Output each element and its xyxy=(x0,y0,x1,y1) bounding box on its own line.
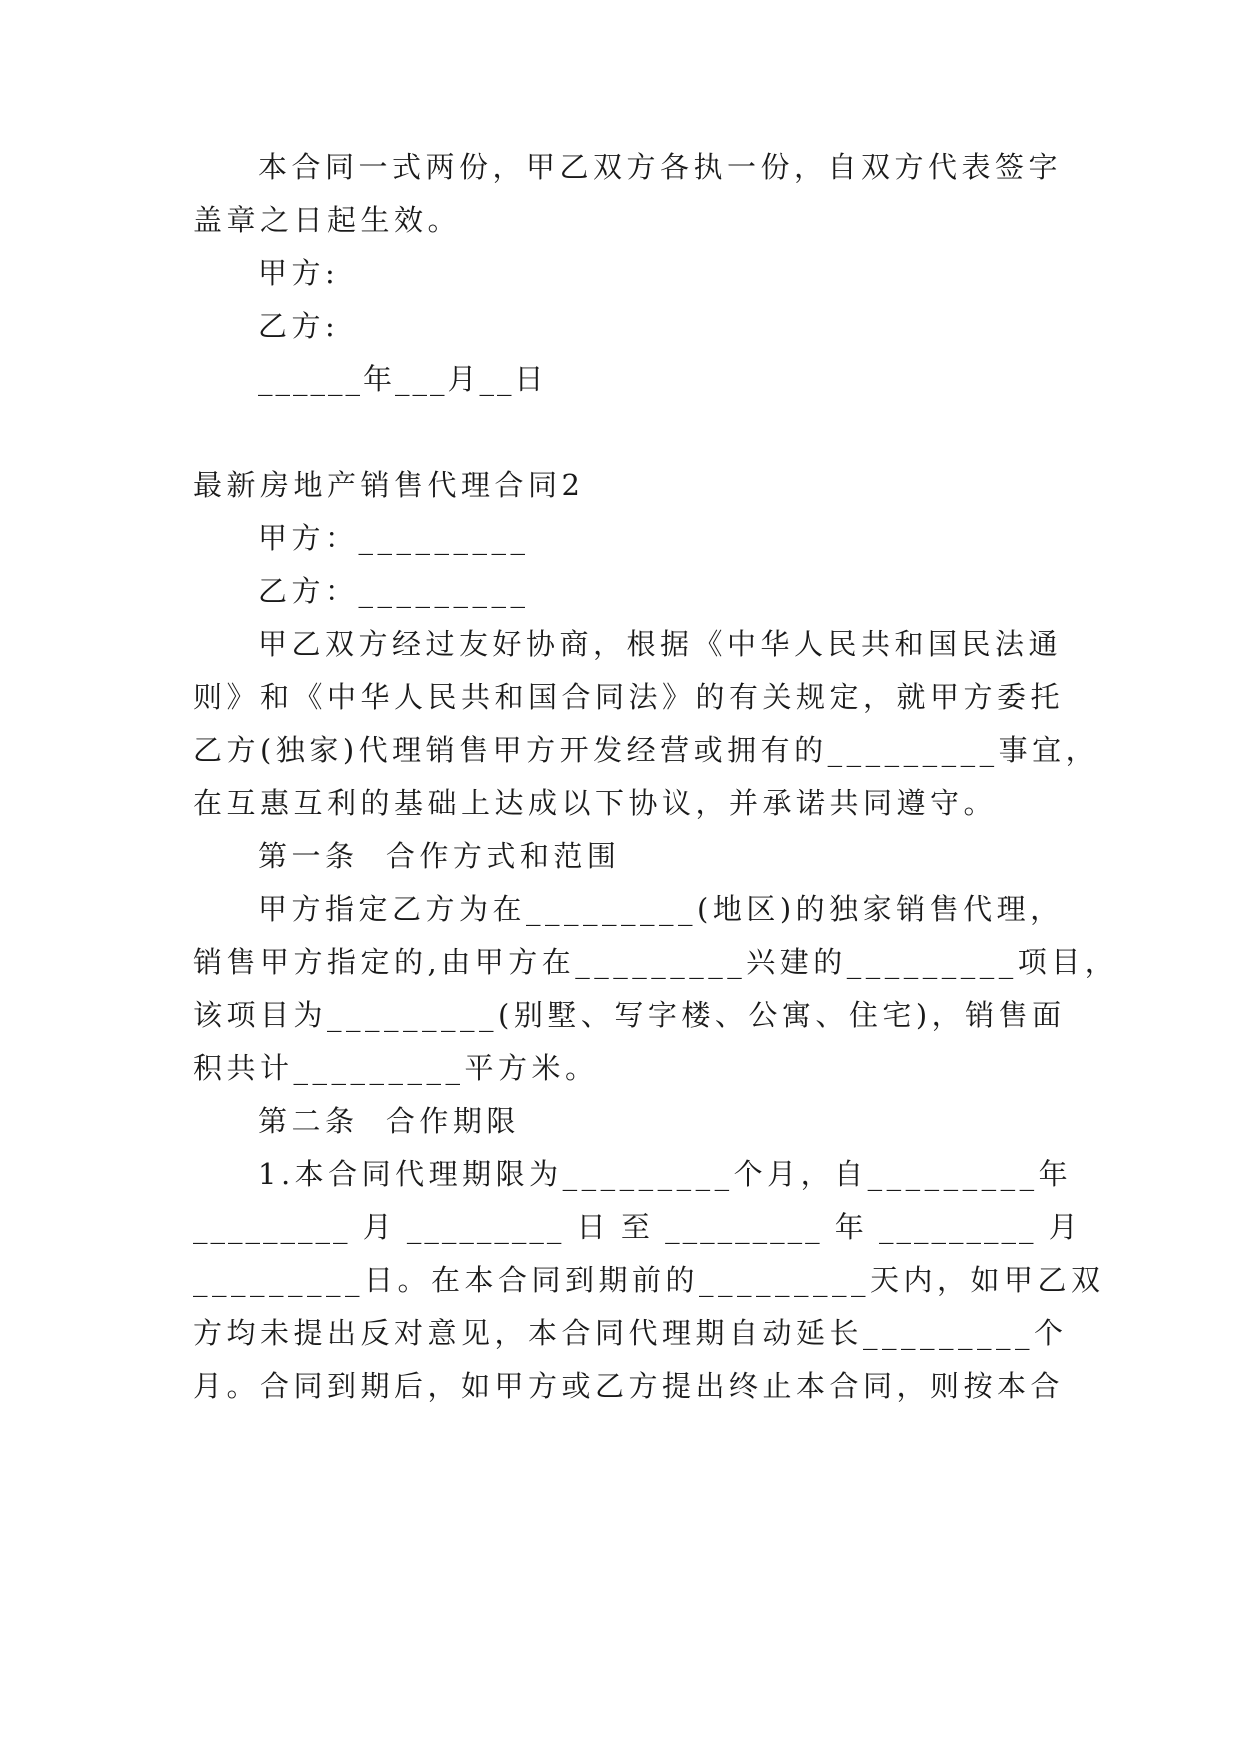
preamble-line: 则》和《中华人民共和国合同法》的有关规定，就甲方委托 xyxy=(193,680,1065,714)
article-1-line: 销售甲方指定的,由甲方在_________兴建的_________项目， xyxy=(193,945,1119,979)
article-2-line: 1.本合同代理期限为_________个月，自_________年 xyxy=(258,1157,1073,1191)
article-2-line: 月。合同到期后，如甲方或乙方提出终止本合同，则按本合 xyxy=(193,1369,1065,1403)
preamble-line: 在互惠互利的基础上达成以下协议，并承诺共同遵守。 xyxy=(193,786,998,820)
party-b-signature-label: 乙方: xyxy=(258,309,340,343)
party-b-line: 乙方：_________ xyxy=(258,574,530,608)
article-1-line: 积共计_________平方米。 xyxy=(193,1051,599,1085)
preamble-line: 甲乙双方经过友好协商，根据《中华人民共和国民法通 xyxy=(258,627,1063,661)
closing-paragraph-line: 本合同一式两份，甲乙双方各执一份，自双方代表签字 xyxy=(258,150,1063,184)
article-2-line: _________ 月 _________ 日 至 _________ 年 _________ 月 xyxy=(193,1210,1081,1244)
article-1-line: 该项目为_________(别墅、写字楼、公寓、住宅)，销售面 xyxy=(193,998,1066,1032)
article-2-heading: 第二条 合作期限 xyxy=(258,1104,520,1138)
article-2-line: 方均未提出反对意见，本合同代理期自动延长_________个 xyxy=(193,1316,1068,1350)
article-1-heading: 第一条 合作方式和范围 xyxy=(258,839,621,873)
party-a-signature-label: 甲方: xyxy=(258,256,340,290)
article-2-line: _________日。在本合同到期前的_________天内，如甲乙双 xyxy=(193,1263,1105,1297)
contract-title: 最新房地产销售代理合同2 xyxy=(193,468,585,502)
article-1-line: 甲方指定乙方为在_________(地区)的独家销售代理， xyxy=(258,892,1064,926)
closing-paragraph-line: 盖章之日起生效。 xyxy=(193,203,462,237)
party-a-line: 甲方：_________ xyxy=(258,521,530,555)
signature-date-line: ______年___月__日 xyxy=(258,362,547,396)
preamble-line: 乙方(独家)代理销售甲方开发经营或拥有的_________事宜， xyxy=(193,733,1100,767)
